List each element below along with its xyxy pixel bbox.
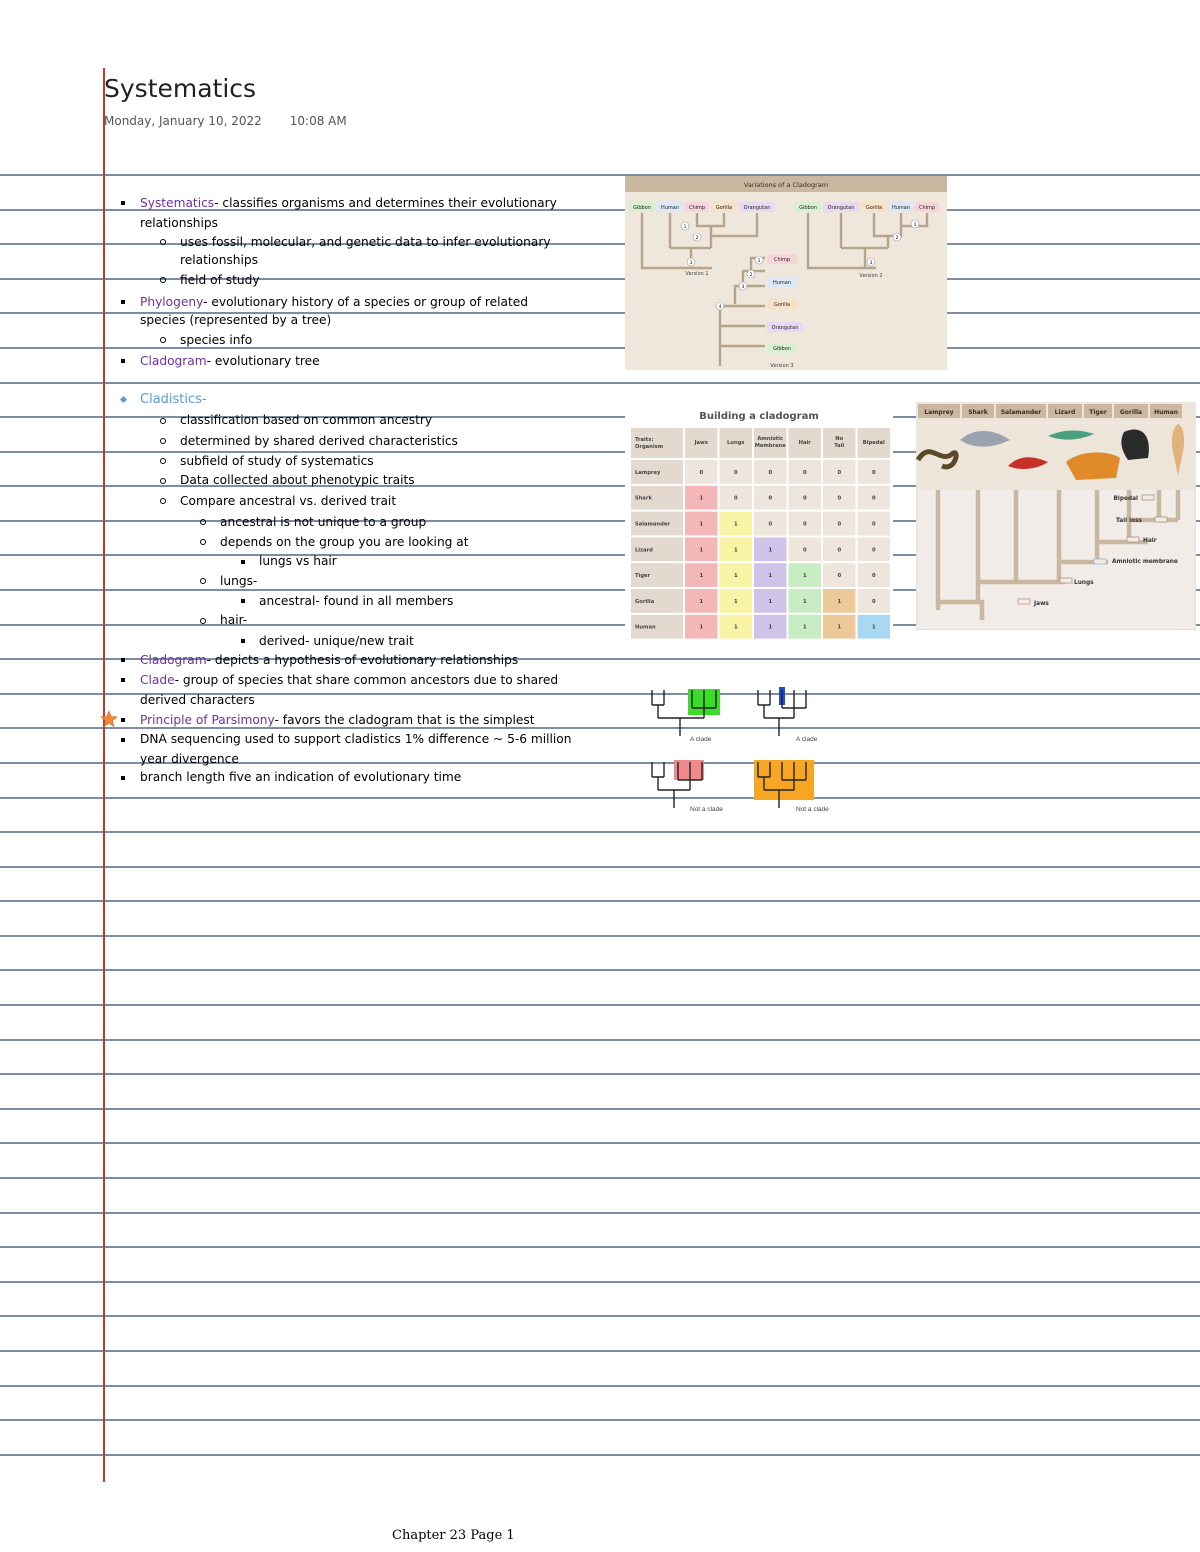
note-line: Cladogram- depicts a hypothesis of evolutionary relationships (140, 653, 519, 667)
node-label: 3 (869, 261, 873, 266)
bullet-circle (200, 618, 206, 624)
taxon-label: Gibbon (773, 346, 791, 352)
bullet-square (241, 639, 245, 643)
taxon-label: Gibbon (633, 205, 651, 211)
table-cell-value: 1 (699, 624, 704, 631)
note-line: relationships (140, 216, 218, 230)
taxon-label: Orangutan (827, 205, 855, 211)
figure-title: Variations of a Cladogram (743, 181, 829, 189)
taxon-label: Gibbon (799, 205, 817, 211)
table-organism-label: Shark (635, 495, 652, 502)
bullet-square (121, 300, 125, 304)
table-cell-value: 0 (871, 495, 876, 502)
table-organism-label: Tiger (635, 573, 651, 580)
table-cell-value: 0 (837, 495, 842, 502)
table-organism-label: Lizard (635, 547, 653, 554)
node-label: 2 (749, 273, 753, 278)
table-cell-value: 1 (699, 573, 704, 580)
note-line: branch length five an indication of evolutionary time (140, 770, 462, 784)
note-line: DNA sequencing used to support cladistics 1% difference ~ 5-6 million (140, 732, 572, 746)
animal-header-label: Gorilla (1119, 409, 1143, 416)
bullet-square (121, 201, 125, 205)
table-cell-value: 0 (802, 547, 807, 554)
table-cell-value: 1 (768, 547, 773, 554)
table-organism-label: Gorilla (635, 598, 655, 605)
bullet-square (121, 718, 125, 722)
table-corner-label: Organism (635, 444, 664, 450)
table-cell-value: 0 (837, 573, 842, 580)
page-date: Monday, January 10, 2022 (104, 114, 262, 128)
note-line: Compare ancestral vs. derived trait (180, 494, 397, 508)
bullet-circle (160, 458, 166, 464)
bullet-circle (200, 539, 206, 545)
bullet-circle (160, 498, 166, 504)
trait-label: Lungs (1074, 580, 1094, 586)
table-header-label: Lungs (727, 440, 745, 446)
table-cell-value: 1 (802, 598, 807, 605)
bullet-circle (160, 337, 166, 343)
node-label: 1 (757, 259, 761, 264)
table-header-label: Membrane (754, 443, 786, 449)
trait-marker (1094, 559, 1106, 564)
bullet-square (121, 738, 125, 742)
animal-header-label: Shark (968, 409, 988, 416)
taxon-label: Orangutan (771, 325, 799, 331)
taxon-label: Gorilla (773, 302, 791, 308)
table-cell-value: 1 (699, 547, 704, 554)
trait-marker (1060, 578, 1072, 583)
table-cell-value: 1 (733, 598, 738, 605)
page-footer: Chapter 23 Page 1 (392, 1528, 515, 1543)
table-cell-value: 1 (733, 521, 738, 528)
bullet-circle (160, 277, 166, 283)
trait-marker (1018, 599, 1030, 604)
table-cell-value: 1 (733, 573, 738, 580)
bullet-circle (160, 478, 166, 484)
taxon-label: Orangutan (743, 205, 771, 211)
animal-header-label: Lizard (1054, 409, 1076, 416)
note-line: subfield of study of systematics (180, 454, 374, 468)
note-line: year divergence (140, 752, 239, 766)
taxon-label: Chimp (918, 205, 936, 211)
note-line: ancestral- found in all members (259, 594, 454, 608)
table-organism-label: Lamprey (635, 469, 661, 476)
note-line: classification based on common ancestry (180, 413, 433, 427)
node-label: 3 (689, 261, 693, 266)
table-organism-label: Human (635, 624, 656, 631)
table-cell-value: 1 (837, 598, 842, 605)
taxon-label: Gorilla (865, 205, 883, 211)
note-line: Cladogram- evolutionary tree (140, 354, 320, 368)
note-line: species (represented by a tree) (140, 313, 332, 327)
version-label: Version 3 (770, 363, 794, 369)
note-line: lungs- (220, 574, 258, 588)
table-cell-value: 0 (802, 495, 807, 502)
table-cell-value: 1 (699, 521, 704, 528)
table-cell-value: 1 (802, 573, 807, 580)
animal-header-label: Lamprey (924, 409, 954, 416)
trait-label: Hair (1143, 538, 1157, 544)
note-line: Clade- group of species that share common ancestors due to shared (140, 673, 559, 687)
table-cell-value: 0 (768, 521, 773, 528)
table-cell-value: 1 (768, 624, 773, 631)
animal-headers (918, 404, 1182, 418)
note-line: determined by shared derived characteristics (180, 434, 458, 448)
table-cell-value: 1 (768, 598, 773, 605)
table-cell-value: 1 (699, 598, 704, 605)
bullet-circle (160, 418, 166, 424)
note-line: Systematics- classifies organisms and determines their evolutionary (140, 196, 557, 210)
table-cell-value: 0 (802, 469, 807, 476)
table-cell-value: 1 (837, 624, 842, 631)
table-header-label: Amniotic (757, 436, 784, 442)
margin-line (103, 68, 105, 1482)
table-cell-value: 1 (871, 624, 876, 631)
bullet-square (121, 359, 125, 363)
node-label: 2 (895, 236, 899, 241)
taxon-label: Gorilla (715, 205, 733, 211)
table-cell-value: 1 (733, 547, 738, 554)
table-cell-value: 0 (768, 469, 773, 476)
clade-label: A clade (690, 736, 712, 743)
bullet-square (121, 776, 125, 780)
table-header-label: Jaws (694, 440, 708, 446)
animal-cladogram-figure (916, 402, 1196, 630)
taxon-label: Human (891, 205, 911, 211)
clade-label: Not a clade (796, 806, 829, 813)
table-cell-value: 0 (871, 521, 876, 528)
taxon-label: Chimp (688, 205, 706, 211)
page-time: 10:08 AM (289, 114, 347, 128)
bullet-square (121, 658, 125, 662)
trait-label: Amniotic membrane (1112, 559, 1178, 565)
trait-marker (1142, 495, 1154, 500)
node-label: 2 (695, 236, 699, 241)
page-title: Systematics (104, 74, 257, 103)
bullet-square (241, 599, 245, 603)
table-cell-value: 1 (699, 495, 704, 502)
table-cell-value: 0 (733, 495, 738, 502)
version-label: Version 1 (685, 271, 709, 277)
table-organism-label: Salamander (635, 521, 670, 528)
table-corner-cell (631, 428, 683, 458)
building-cladogram-table-figure (625, 402, 893, 648)
table-cell-value: 0 (871, 573, 876, 580)
trait-label: Bipedal (1113, 496, 1138, 502)
table-cell-value: 0 (871, 547, 876, 554)
node-label: 3 (741, 285, 745, 290)
bullet-square (121, 678, 125, 682)
note-line: species info (180, 333, 253, 347)
bullet-circle (160, 438, 166, 444)
version-label: Version 2 (859, 273, 883, 279)
table-header-label: Bipedal (862, 440, 885, 446)
animal-header-label: Salamander (1000, 409, 1042, 416)
taxon-label: Chimp (773, 257, 791, 263)
note-line: relationships (180, 253, 258, 267)
taxon-label: Human (660, 205, 680, 211)
note-line: Data collected about phenotypic traits (180, 473, 415, 487)
table-cell-value: 0 (733, 469, 738, 476)
taxon-label: Human (772, 280, 792, 286)
animal-header-label: Tiger (1089, 409, 1107, 416)
note-line: uses fossil, molecular, and genetic data to infer evolutionary (180, 235, 551, 249)
trait-label: Tail loss (1116, 518, 1142, 524)
node-label: 1 (683, 225, 687, 230)
trait-label: Jaws (1034, 601, 1049, 607)
variations-cladogram-figure (625, 176, 947, 370)
note-line: Phylogeny- evolutionary history of a species or group of related (140, 295, 529, 309)
table-cell-value: 0 (837, 521, 842, 528)
page-datetime (104, 114, 347, 128)
table-cell-value: 0 (871, 598, 876, 605)
note-line: field of study (180, 273, 260, 287)
bullet-square (241, 560, 245, 564)
note-line: derived- unique/new trait (259, 634, 414, 648)
note-line: Principle of Parsimony- favors the cladogram that is the simplest (140, 713, 535, 727)
table-cell-value: 0 (768, 495, 773, 502)
table-cell-value: 0 (837, 469, 842, 476)
note-line: lungs vs hair (259, 554, 337, 568)
trait-marker (1127, 537, 1139, 542)
node-label: 4 (718, 305, 722, 310)
note-line: hair- (220, 613, 248, 627)
trait-marker (1155, 517, 1167, 522)
table-header-label: Hair (798, 440, 811, 446)
table-title: Building a cladogram (699, 411, 819, 422)
table-cell-value: 0 (837, 547, 842, 554)
table-header-label: No (835, 436, 844, 442)
table-cell-value: 0 (871, 469, 876, 476)
table-cell-value: 1 (768, 573, 773, 580)
clade-label: Not a clade (690, 806, 723, 813)
note-line: depends on the group you are looking at (220, 535, 469, 549)
note-line: Cladistics- (140, 392, 207, 407)
table-header-label: Tail (834, 443, 845, 449)
bullet-circle (160, 239, 166, 245)
table-corner-label: Traits: (635, 437, 654, 443)
note-line: ancestral is not unique to a group (220, 515, 427, 529)
animal-header-label: Human (1154, 409, 1178, 416)
node-label: 1 (913, 223, 917, 228)
note-line: derived characters (140, 693, 255, 707)
bullet-circle (200, 578, 206, 584)
table-cell-value: 0 (699, 469, 704, 476)
clade-label: A clade (796, 736, 818, 743)
bullet-circle (200, 519, 206, 525)
table-cell-value: 1 (733, 624, 738, 631)
table-cell-value: 1 (802, 624, 807, 631)
star-icon (100, 710, 118, 728)
table-cell-value: 0 (802, 521, 807, 528)
clade-examples-figure (640, 680, 845, 820)
